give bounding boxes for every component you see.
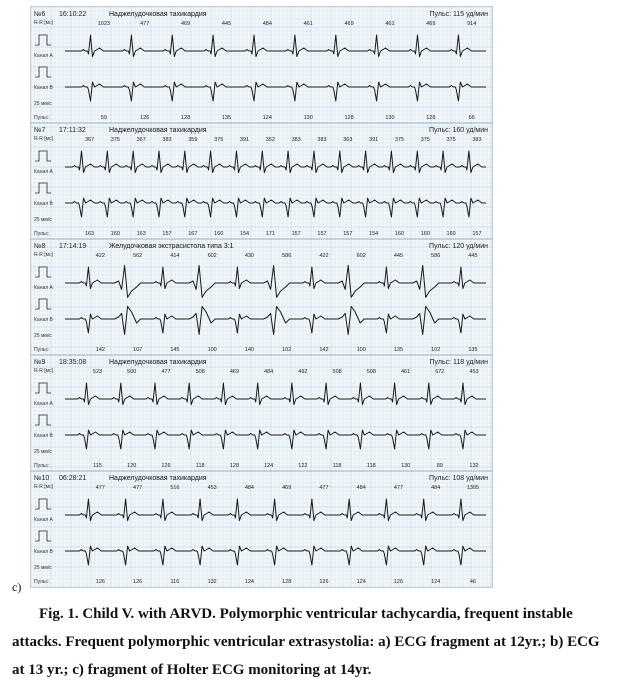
rr-interval: 375 xyxy=(214,137,224,143)
channel-a-label: Канал А xyxy=(34,169,53,175)
pulse-value: 163 xyxy=(84,231,95,237)
channel-b-label: Канал В xyxy=(34,317,53,323)
rr-interval: 477 xyxy=(95,485,105,491)
pulse-row-label: Пульс: xyxy=(34,347,50,353)
speed-label: 25 мм/с xyxy=(34,217,52,223)
rr-interval: 508 xyxy=(366,369,376,375)
pulse-row-label: Пульс: xyxy=(34,115,50,121)
rr-label: R-R [мс] xyxy=(34,368,53,374)
panel-pulse: Пульс: 160 уд/мин xyxy=(428,127,488,134)
pulse-value: 102 xyxy=(431,347,441,353)
rr-interval: 383 xyxy=(291,137,301,143)
pulse-value: 126 xyxy=(161,463,171,469)
rr-interval: 391 xyxy=(369,137,379,143)
rr-interval: 461 xyxy=(303,21,313,27)
pulse-value: 126 xyxy=(393,579,404,585)
rr-interval: 367 xyxy=(84,137,95,143)
pulse-value: 154 xyxy=(239,231,250,237)
channel-a-label: Канал А xyxy=(34,285,53,291)
panel-title: Желудочковая экстрасистола типа 3:1 xyxy=(109,243,234,250)
rr-interval: 523 xyxy=(92,369,103,375)
pulse-value: 118 xyxy=(332,463,342,469)
speed-label: 25 мм/с xyxy=(34,565,52,571)
pulse-value: 89 xyxy=(436,463,443,469)
pulse-value: 130 xyxy=(400,463,411,469)
rr-interval: 383 xyxy=(472,137,482,143)
channel-b-label: Канал В xyxy=(34,85,53,91)
rr-interval: 469 xyxy=(229,369,240,375)
rr-interval: 484 xyxy=(244,485,255,491)
rr-interval: 477 xyxy=(319,485,329,491)
pulse-value: 126 xyxy=(319,579,329,585)
pulse-value: 160 xyxy=(420,231,430,237)
pulse-value: 157 xyxy=(162,231,172,237)
pulse-value: 59 xyxy=(100,115,107,121)
panel-pulse: Пульс: 118 уд/мин xyxy=(429,359,488,366)
rr-interval: 586 xyxy=(282,253,292,259)
channel-a-label: Канал А xyxy=(34,53,53,59)
panel-number: №7 xyxy=(34,127,46,134)
rr-interval: 359 xyxy=(188,137,198,143)
panel-title: Наджелудочковая тахикардия xyxy=(109,127,207,134)
panel-pulse: Пульс: 120 уд/мин xyxy=(428,243,488,250)
pulse-value: 160 xyxy=(446,231,456,237)
pulse-row-label: Пульс: xyxy=(34,231,50,237)
pulse-value: 171 xyxy=(265,231,275,237)
rr-interval: 477 xyxy=(140,21,150,27)
pulse-value: 160 xyxy=(394,231,405,237)
rr-interval: 352 xyxy=(265,137,275,143)
rr-interval: 1023 xyxy=(97,21,110,27)
rr-interval: 422 xyxy=(95,253,105,259)
pulse-value: 118 xyxy=(195,463,205,469)
channel-b-label: Канал В xyxy=(34,201,53,207)
panel-pulse: Пульс: 108 уд/мин xyxy=(428,475,488,482)
rr-interval: 469 xyxy=(344,21,354,27)
part-label: c) xyxy=(12,580,22,594)
rr-interval: 508 xyxy=(195,369,205,375)
pulse-value: 118 xyxy=(366,463,376,469)
rr-interval: 484 xyxy=(264,369,274,375)
pulse-value: 128 xyxy=(282,579,292,585)
rr-interval: 469 xyxy=(282,485,292,491)
pulse-value: 142 xyxy=(319,347,329,353)
panel-number: №10 xyxy=(34,475,50,482)
rr-interval: 508 xyxy=(332,369,342,375)
pulse-value: 124 xyxy=(262,115,272,121)
panel-number: №6 xyxy=(34,11,46,18)
rr-interval: 586 xyxy=(431,253,441,259)
rr-label: R-R [мс] xyxy=(34,252,53,258)
pulse-value: 154 xyxy=(369,231,379,237)
rr-interval: 383 xyxy=(317,137,327,143)
rr-interval: 602 xyxy=(356,253,366,259)
rr-interval: 484 xyxy=(262,21,272,27)
pulse-value: 157 xyxy=(472,231,482,237)
rr-label: R-R [мс] xyxy=(34,484,53,490)
pulse-value: 160 xyxy=(110,231,120,237)
pulse-value: 130 xyxy=(385,115,395,121)
panel-pulse: Пульс: 115 уд/мин xyxy=(429,11,488,18)
rr-interval: 383 xyxy=(162,137,172,143)
speed-label: 25 мм/с xyxy=(34,333,52,339)
rr-interval: 602 xyxy=(207,253,217,259)
speed-label: 25 мм/с xyxy=(34,449,52,455)
rr-interval: 367 xyxy=(136,137,146,143)
rr-interval: 375 xyxy=(110,137,120,143)
rr-interval: 500 xyxy=(127,369,137,375)
figure-caption xyxy=(12,600,612,684)
pulse-value: 140 xyxy=(244,347,255,353)
pulse-value: 100 xyxy=(207,347,217,353)
rr-interval: 430 xyxy=(244,253,255,259)
rr-interval: 484 xyxy=(356,485,366,491)
pulse-value: 100 xyxy=(356,347,366,353)
channel-b-label: Канал В xyxy=(34,549,53,555)
pulse-value: 135 xyxy=(393,347,404,353)
pulse-value: 157 xyxy=(291,231,301,237)
pulse-value: 128 xyxy=(344,115,354,121)
panel-number: №9 xyxy=(34,359,46,366)
pulse-row-label: Пульс: xyxy=(34,579,50,585)
rr-interval: 375 xyxy=(420,137,430,143)
speed-label: 25 мм/с xyxy=(34,101,52,107)
rr-interval: 453 xyxy=(207,485,217,491)
pulse-value: 120 xyxy=(127,463,137,469)
rr-interval: 375 xyxy=(394,137,405,143)
pulse-value: 135 xyxy=(468,347,478,353)
pulse-value: 126 xyxy=(133,579,143,585)
pulse-value: 135 xyxy=(221,115,232,121)
panel-number: №8 xyxy=(34,243,46,250)
panel-time: 17:11:32 xyxy=(59,127,86,134)
panel-time: 18:35:08 xyxy=(59,359,87,366)
pulse-value: 46 xyxy=(469,579,477,585)
pulse-value: 132 xyxy=(469,463,479,469)
pulse-value: 124 xyxy=(264,463,274,469)
panel-title: Наджелудочковая тахикардия xyxy=(109,359,207,366)
pulse-value: 128 xyxy=(180,115,191,121)
pulse-value: 124 xyxy=(244,579,255,585)
rr-interval: 469 xyxy=(426,21,436,27)
ecg-grid xyxy=(31,7,492,587)
channel-b-label: Канал В xyxy=(34,433,53,439)
pulse-value: 102 xyxy=(282,347,292,353)
rr-label: R-R [мс] xyxy=(34,136,53,142)
ecg-holter-sheet xyxy=(30,6,493,588)
pulse-value: 145 xyxy=(170,347,180,353)
pulse-value: 116 xyxy=(170,579,180,585)
rr-label: R-R [мс] xyxy=(34,20,53,26)
rr-interval: 445 xyxy=(393,253,404,259)
rr-interval: 492 xyxy=(298,369,308,375)
panel-title: Наджелудочковая тахикардия xyxy=(109,11,207,18)
pulse-value: 167 xyxy=(188,231,198,237)
rr-interval: 477 xyxy=(161,369,171,375)
pulse-row-label: Пульс: xyxy=(34,463,50,469)
rr-interval: 1305 xyxy=(466,485,480,491)
pulse-value: 115 xyxy=(93,463,102,469)
rr-interval: 445 xyxy=(468,253,478,259)
rr-interval: 484 xyxy=(431,485,441,491)
rr-interval: 461 xyxy=(385,21,395,27)
rr-interval: 477 xyxy=(393,485,404,491)
rr-interval: 461 xyxy=(400,369,411,375)
rr-interval: 391 xyxy=(239,137,250,143)
rr-interval: 562 xyxy=(133,253,143,259)
rr-interval: 453 xyxy=(469,369,479,375)
pulse-value: 157 xyxy=(343,231,353,237)
rr-interval: 914 xyxy=(467,21,477,27)
pulse-value: 132 xyxy=(207,579,217,585)
rr-interval: 375 xyxy=(446,137,456,143)
rr-interval: 422 xyxy=(319,253,329,259)
panel-title: Наджелудочковая тахикардия xyxy=(109,475,207,482)
pulse-value: 128 xyxy=(229,463,240,469)
pulse-value: 126 xyxy=(140,115,150,121)
pulse-value: 142 xyxy=(95,347,105,353)
pulse-value: 107 xyxy=(133,347,143,353)
pulse-value: 126 xyxy=(95,579,105,585)
panel-time: 16:10:22 xyxy=(59,11,87,18)
pulse-value: 157 xyxy=(317,231,327,237)
channel-a-label: Канал А xyxy=(34,517,53,523)
panel-time: 17:14:19 xyxy=(59,243,87,250)
rr-interval: 445 xyxy=(221,21,232,27)
rr-interval: 414 xyxy=(170,253,180,259)
pulse-value: 130 xyxy=(303,115,313,121)
pulse-value: 122 xyxy=(298,463,308,469)
pulse-value: 66 xyxy=(468,115,475,121)
rr-interval: 672 xyxy=(435,369,445,375)
ecg-strips-svg xyxy=(31,7,492,587)
panel-time: 06:28:21 xyxy=(59,475,87,482)
rr-interval: 477 xyxy=(133,485,143,491)
rr-interval: 363 xyxy=(343,137,353,143)
channel-a-label: Канал А xyxy=(34,401,53,407)
pulse-value: 124 xyxy=(356,579,366,585)
rr-interval: 516 xyxy=(170,485,180,491)
rr-interval: 469 xyxy=(180,21,191,27)
pulse-value: 128 xyxy=(426,115,436,121)
caption-text: Fig. 1. Child V. with ARVD. Polymorphic ventricular tachycardia, frequent instable attacks. Frequent polymorphic ventricular extrasystolia: a) ECG fragment at 12yr.; b) ECG at 13 yr.; c) fragment of Holter ECG monitoring at 14yr. xyxy=(12,606,600,678)
pulse-value: 124 xyxy=(431,579,441,585)
pulse-value: 163 xyxy=(136,231,146,237)
pulse-value: 160 xyxy=(214,231,224,237)
